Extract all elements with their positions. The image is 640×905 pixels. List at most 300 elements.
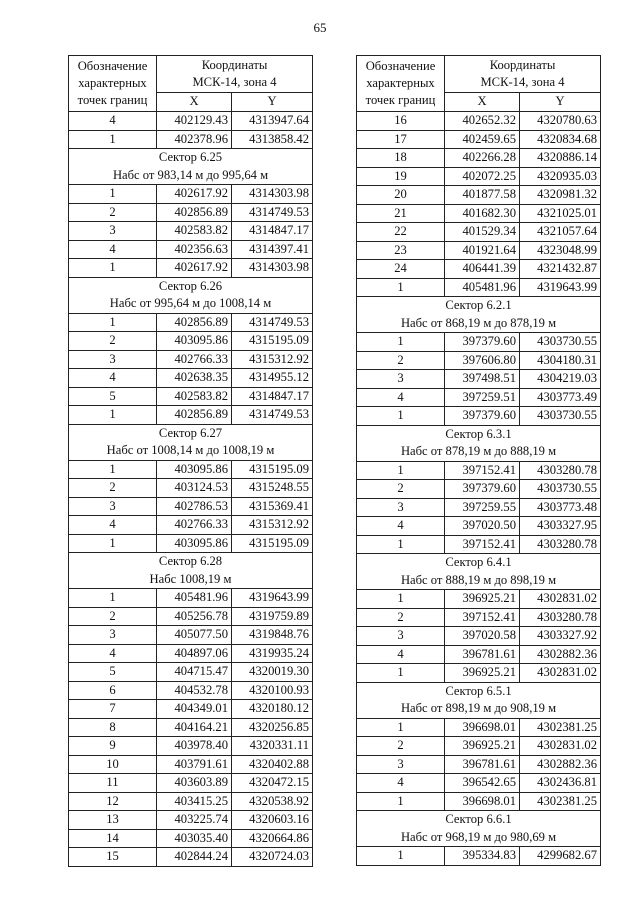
y-coordinate: 4315369.41: [232, 497, 313, 516]
y-coordinate: 4303280.78: [520, 608, 601, 627]
x-coordinate: 397606.80: [445, 351, 520, 370]
x-coordinate: 402266.28: [445, 149, 520, 168]
x-coordinate: 397379.60: [445, 407, 520, 426]
point-number: 2: [357, 480, 445, 499]
y-coordinate: 4302381.25: [520, 718, 601, 737]
x-coordinate: 402129.43: [157, 112, 232, 131]
x-coordinate: 403124.53: [157, 479, 232, 498]
y-coordinate: 4314749.53: [232, 313, 313, 332]
y-coordinate: 4314847.17: [232, 387, 313, 406]
table-row: [357, 388, 601, 407]
table-row: [69, 737, 313, 756]
sector-title: Сектор 6.3.1: [357, 425, 601, 443]
coordinates-table-right: [356, 55, 601, 866]
y-coordinate: 4313858.42: [232, 130, 313, 149]
y-coordinate: 4314749.53: [232, 203, 313, 222]
x-coordinate: 405256.78: [157, 607, 232, 626]
table-row: [69, 369, 313, 388]
y-coordinate: 4315312.92: [232, 350, 313, 369]
point-number: 1: [69, 589, 157, 608]
table-row: [69, 313, 313, 332]
point-number: 4: [69, 112, 157, 131]
coordinates-header: Координаты МСК-14, зона 4: [157, 56, 313, 93]
sector-title-row: [357, 425, 601, 443]
x-coordinate: 403035.40: [157, 829, 232, 848]
y-coordinate: 4320664.86: [232, 829, 313, 848]
y-coordinate: 4302381.25: [520, 792, 601, 811]
point-number: 1: [69, 313, 157, 332]
table-row: [357, 664, 601, 683]
x-coordinate: 403095.86: [157, 332, 232, 351]
point-number: 5: [69, 387, 157, 406]
table-row: [69, 607, 313, 626]
y-coordinate: 4303280.78: [520, 535, 601, 554]
x-coordinate: 402638.35: [157, 369, 232, 388]
point-number: 1: [357, 461, 445, 480]
point-number: 4: [357, 517, 445, 536]
x-coordinate: 396781.61: [445, 755, 520, 774]
point-number: 4: [357, 645, 445, 664]
table-row: [69, 626, 313, 645]
y-coordinate: 4320724.03: [232, 848, 313, 867]
y-coordinate: 4303280.78: [520, 461, 601, 480]
table-row: [357, 461, 601, 480]
y-coordinate: 4321057.64: [520, 223, 601, 242]
sector-height-row: [357, 443, 601, 461]
table-row: [357, 223, 601, 242]
sector-height-row: [357, 315, 601, 333]
x-coordinate: 403095.86: [157, 460, 232, 479]
x-coordinate: 396698.01: [445, 718, 520, 737]
y-coordinate: 4304219.03: [520, 370, 601, 389]
y-coordinate: 4321025.01: [520, 204, 601, 223]
sector-title: Сектор 6.4.1: [357, 554, 601, 572]
point-number: 11: [69, 774, 157, 793]
y-coordinate: 4314749.53: [232, 406, 313, 425]
table-row: [69, 112, 313, 131]
table-row: [357, 480, 601, 499]
table-row: [357, 608, 601, 627]
point-number: 23: [357, 241, 445, 260]
y-coordinate: 4302882.36: [520, 645, 601, 664]
x-coordinate: 395334.83: [445, 847, 520, 866]
x-coordinate: 402652.32: [445, 112, 520, 131]
y-coordinate: 4320180.12: [232, 700, 313, 719]
point-number: 13: [69, 811, 157, 830]
table-row: [357, 241, 601, 260]
sector-height-range: Набс от 888,19 м до 898,19 м: [357, 572, 601, 590]
table-row: [69, 387, 313, 406]
y-coordinate: 4302831.02: [520, 737, 601, 756]
sector-height-row: [357, 829, 601, 847]
x-coordinate: 402766.33: [157, 350, 232, 369]
point-number: 1: [69, 534, 157, 553]
x-coordinate: 405481.96: [157, 589, 232, 608]
point-number: 2: [357, 608, 445, 627]
y-coordinate: 4321432.87: [520, 260, 601, 279]
point-number: 19: [357, 167, 445, 186]
y-coordinate: 4320402.88: [232, 755, 313, 774]
y-coordinate: 4320019.30: [232, 663, 313, 682]
point-number: 3: [357, 370, 445, 389]
y-header: Y: [520, 92, 601, 111]
table-row: [357, 645, 601, 664]
point-number: 4: [69, 516, 157, 535]
point-number: 3: [69, 497, 157, 516]
x-coordinate: 397152.41: [445, 535, 520, 554]
y-coordinate: 4319848.76: [232, 626, 313, 645]
point-number: 3: [357, 627, 445, 646]
coordinates-table-left: [68, 55, 313, 867]
x-coordinate: 396925.21: [445, 737, 520, 756]
sector-title: Сектор 6.26: [69, 277, 313, 295]
point-number: 5: [69, 663, 157, 682]
x-coordinate: 396925.21: [445, 664, 520, 683]
sector-height-range: Набс от 968,19 м до 980,69 м: [357, 829, 601, 847]
point-number: 4: [69, 644, 157, 663]
x-coordinate: 402072.25: [445, 167, 520, 186]
sector-height-range: Набс от 868,19 м до 878,19 м: [357, 315, 601, 333]
point-number: 24: [357, 260, 445, 279]
table-row: [69, 130, 313, 149]
table-row: [69, 479, 313, 498]
x-coordinate: 402356.63: [157, 240, 232, 259]
point-number: 3: [357, 498, 445, 517]
y-coordinate: 4315312.92: [232, 516, 313, 535]
point-number: 18: [357, 149, 445, 168]
table-row: [69, 681, 313, 700]
point-number: 1: [357, 718, 445, 737]
x-coordinate: 402844.24: [157, 848, 232, 867]
y-coordinate: 4302831.02: [520, 664, 601, 683]
x-coordinate: 404349.01: [157, 700, 232, 719]
point-number: 20: [357, 186, 445, 205]
sector-title-row: [357, 811, 601, 829]
point-number: 3: [357, 755, 445, 774]
x-coordinate: 397020.58: [445, 627, 520, 646]
table-row: [69, 829, 313, 848]
sector-title: Сектор 6.25: [69, 149, 313, 167]
x-coordinate: 401921.64: [445, 241, 520, 260]
x-coordinate: 397259.55: [445, 498, 520, 517]
y-coordinate: 4313947.64: [232, 112, 313, 131]
table-row: [69, 848, 313, 867]
x-coordinate: 406441.39: [445, 260, 520, 279]
point-number: 1: [69, 406, 157, 425]
point-number: 1: [357, 792, 445, 811]
table-row: [69, 497, 313, 516]
point-number: 4: [69, 369, 157, 388]
y-coordinate: 4303730.55: [520, 480, 601, 499]
point-label-header: Обозначение характерных точек границ: [357, 56, 445, 112]
y-coordinate: 4299682.67: [520, 847, 601, 866]
y-coordinate: 4319643.99: [232, 589, 313, 608]
table-row: [357, 370, 601, 389]
sector-title-row: [69, 149, 313, 167]
x-coordinate: 401682.30: [445, 204, 520, 223]
table-row: [357, 737, 601, 756]
table-row: [69, 755, 313, 774]
y-coordinate: 4320538.92: [232, 792, 313, 811]
point-number: 4: [69, 240, 157, 259]
table-row: [69, 222, 313, 241]
sector-height-row: [69, 571, 313, 589]
point-number: 15: [69, 848, 157, 867]
table-row: [357, 535, 601, 554]
sector-title-row: [69, 424, 313, 442]
y-coordinate: 4303730.55: [520, 407, 601, 426]
table-row: [69, 589, 313, 608]
point-number: 4: [357, 388, 445, 407]
point-number: 1: [69, 259, 157, 278]
sector-title: Сектор 6.2.1: [357, 297, 601, 315]
sector-height-row: [69, 295, 313, 313]
table-row: [357, 351, 601, 370]
x-coordinate: 397152.41: [445, 461, 520, 480]
table-row: [69, 203, 313, 222]
point-number: 1: [357, 407, 445, 426]
sector-height-range: Набс от 983,14 м до 995,64 м: [69, 167, 313, 185]
y-coordinate: 4314303.98: [232, 259, 313, 278]
table-row: [69, 811, 313, 830]
point-number: 1: [69, 460, 157, 479]
x-coordinate: 402617.92: [157, 259, 232, 278]
x-coordinate: 404715.47: [157, 663, 232, 682]
coordinates-header: Координаты МСК-14, зона 4: [445, 56, 601, 93]
x-coordinate: 397379.60: [445, 480, 520, 499]
sector-height-range: Набс 1008,19 м: [69, 571, 313, 589]
point-number: 1: [357, 847, 445, 866]
y-coordinate: 4320256.85: [232, 718, 313, 737]
point-number: 10: [69, 755, 157, 774]
y-coordinate: 4320472.15: [232, 774, 313, 793]
sector-height-range: Набс от 878,19 м до 888,19 м: [357, 443, 601, 461]
y-coordinate: 4320331.11: [232, 737, 313, 756]
table-row: [69, 644, 313, 663]
y-coordinate: 4315195.09: [232, 460, 313, 479]
y-coordinate: 4314303.98: [232, 185, 313, 204]
y-coordinate: 4320834.68: [520, 130, 601, 149]
table-row: [357, 112, 601, 131]
y-coordinate: 4303327.95: [520, 517, 601, 536]
table-row: [69, 460, 313, 479]
table-body-left: [69, 112, 313, 867]
table-row: [357, 204, 601, 223]
x-coordinate: 403415.25: [157, 792, 232, 811]
x-coordinate: 403225.74: [157, 811, 232, 830]
table-row: [357, 167, 601, 186]
point-number: 2: [357, 737, 445, 756]
table-row: [69, 350, 313, 369]
x-header: X: [445, 92, 520, 111]
y-coordinate: 4302436.81: [520, 774, 601, 793]
y-coordinate: 4302882.36: [520, 755, 601, 774]
sector-title: Сектор 6.5.1: [357, 682, 601, 700]
table-row: [69, 774, 313, 793]
point-number: 8: [69, 718, 157, 737]
point-number: 9: [69, 737, 157, 756]
x-coordinate: 405077.50: [157, 626, 232, 645]
x-coordinate: 402856.89: [157, 203, 232, 222]
x-coordinate: 396698.01: [445, 792, 520, 811]
sector-title-row: [69, 553, 313, 571]
table-row: [69, 259, 313, 278]
x-coordinate: 397259.51: [445, 388, 520, 407]
table-row: [357, 149, 601, 168]
sector-title: Сектор 6.6.1: [357, 811, 601, 829]
sector-height-row: [357, 572, 601, 590]
table-row: [69, 240, 313, 259]
point-number: 3: [69, 350, 157, 369]
y-coordinate: 4315248.55: [232, 479, 313, 498]
sector-height-range: Набс от 1008,14 м до 1008,19 м: [69, 442, 313, 460]
table-row: [357, 590, 601, 609]
x-coordinate: 402459.65: [445, 130, 520, 149]
table-row: [69, 663, 313, 682]
x-coordinate: 397379.60: [445, 333, 520, 352]
x-coordinate: 401529.34: [445, 223, 520, 242]
table-row: [69, 534, 313, 553]
sector-title-row: [357, 682, 601, 700]
sector-height-row: [357, 700, 601, 718]
table-row: [69, 516, 313, 535]
x-coordinate: 397498.51: [445, 370, 520, 389]
y-coordinate: 4319759.89: [232, 607, 313, 626]
sector-height-row: [69, 167, 313, 185]
table-body-right: [357, 112, 601, 866]
sector-height-row: [69, 442, 313, 460]
point-number: 1: [357, 535, 445, 554]
table-row: [357, 186, 601, 205]
point-number: 1: [69, 130, 157, 149]
point-number: 3: [69, 222, 157, 241]
x-coordinate: 402786.53: [157, 497, 232, 516]
y-coordinate: 4320603.16: [232, 811, 313, 830]
y-coordinate: 4303773.48: [520, 498, 601, 517]
sector-title: Сектор 6.27: [69, 424, 313, 442]
sector-title-row: [357, 297, 601, 315]
sector-height-range: Набс от 995,64 м до 1008,14 м: [69, 295, 313, 313]
point-number: 21: [357, 204, 445, 223]
x-coordinate: 396781.61: [445, 645, 520, 664]
y-coordinate: 4314955.12: [232, 369, 313, 388]
point-number: 4: [357, 774, 445, 793]
x-coordinate: 405481.96: [445, 278, 520, 297]
table-row: [357, 792, 601, 811]
y-coordinate: 4303773.49: [520, 388, 601, 407]
point-label-header: Обозначение характерных точек границ: [69, 56, 157, 112]
point-number: 7: [69, 700, 157, 719]
point-number: 2: [69, 332, 157, 351]
point-number: 17: [357, 130, 445, 149]
x-coordinate: 403603.89: [157, 774, 232, 793]
table-row: [357, 774, 601, 793]
table-row: [69, 406, 313, 425]
y-coordinate: 4314397.41: [232, 240, 313, 259]
table-row: [357, 407, 601, 426]
x-coordinate: 397020.50: [445, 517, 520, 536]
x-coordinate: 396925.21: [445, 590, 520, 609]
point-number: 2: [357, 351, 445, 370]
point-number: 1: [357, 664, 445, 683]
point-number: 2: [69, 203, 157, 222]
y-header: Y: [232, 92, 313, 111]
x-coordinate: 402378.96: [157, 130, 232, 149]
point-number: 1: [357, 590, 445, 609]
y-coordinate: 4304180.31: [520, 351, 601, 370]
point-number: 6: [69, 681, 157, 700]
table-row: [69, 792, 313, 811]
y-coordinate: 4319935.24: [232, 644, 313, 663]
point-number: 12: [69, 792, 157, 811]
point-number: 1: [357, 333, 445, 352]
point-number: 16: [357, 112, 445, 131]
x-coordinate: 401877.58: [445, 186, 520, 205]
y-coordinate: 4319643.99: [520, 278, 601, 297]
x-coordinate: 403095.86: [157, 534, 232, 553]
y-coordinate: 4320935.03: [520, 167, 601, 186]
x-coordinate: 402583.82: [157, 387, 232, 406]
point-number: 2: [69, 607, 157, 626]
x-coordinate: 404897.06: [157, 644, 232, 663]
table-row: [357, 333, 601, 352]
x-coordinate: 402856.89: [157, 313, 232, 332]
y-coordinate: 4315195.09: [232, 534, 313, 553]
y-coordinate: 4323048.99: [520, 241, 601, 260]
table-row: [69, 718, 313, 737]
table-row: [357, 498, 601, 517]
x-coordinate: 402856.89: [157, 406, 232, 425]
sector-title-row: [357, 554, 601, 572]
point-number: 1: [69, 185, 157, 204]
sector-height-range: Набс от 898,19 м до 908,19 м: [357, 700, 601, 718]
table-row: [69, 185, 313, 204]
y-coordinate: 4303327.92: [520, 627, 601, 646]
table-row: [69, 700, 313, 719]
table-row: [357, 847, 601, 866]
table-row: [357, 278, 601, 297]
x-coordinate: 403978.40: [157, 737, 232, 756]
table-row: [357, 517, 601, 536]
table-row: [357, 260, 601, 279]
point-number: 1: [357, 278, 445, 297]
y-coordinate: 4314847.17: [232, 222, 313, 241]
y-coordinate: 4315195.09: [232, 332, 313, 351]
point-number: 14: [69, 829, 157, 848]
point-number: 3: [69, 626, 157, 645]
table-row: [357, 718, 601, 737]
page-number: 65: [313, 20, 327, 35]
table-row: [357, 130, 601, 149]
table-row: [357, 755, 601, 774]
sector-title-row: [69, 277, 313, 295]
y-coordinate: 4320981.32: [520, 186, 601, 205]
x-coordinate: 396542.65: [445, 774, 520, 793]
y-coordinate: 4320886.14: [520, 149, 601, 168]
x-header: X: [157, 92, 232, 111]
x-coordinate: 402617.92: [157, 185, 232, 204]
point-number: 22: [357, 223, 445, 242]
x-coordinate: 404532.78: [157, 681, 232, 700]
table-row: [69, 332, 313, 351]
y-coordinate: 4320100.93: [232, 681, 313, 700]
y-coordinate: 4320780.63: [520, 112, 601, 131]
sector-title: Сектор 6.28: [69, 553, 313, 571]
x-coordinate: 403791.61: [157, 755, 232, 774]
x-coordinate: 402766.33: [157, 516, 232, 535]
x-coordinate: 404164.21: [157, 718, 232, 737]
y-coordinate: 4302831.02: [520, 590, 601, 609]
